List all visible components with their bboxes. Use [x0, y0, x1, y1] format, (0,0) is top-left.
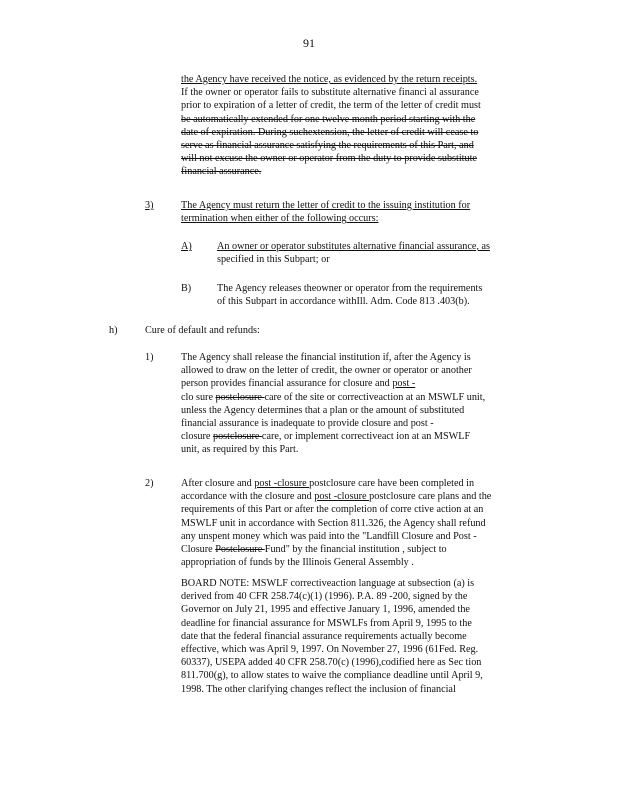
text-segment: care of the site or correctiveaction at an MSWLF unit,	[264, 391, 486, 403]
text-line: financial assurance is inadequate to provide closure and post -	[181, 418, 434, 430]
text-line: The Agency shall release the financial institution if, after the Agency is	[181, 352, 471, 363]
text-segment: care, or implement correctiveact ion at an MSWLF	[261, 431, 471, 443]
struck-text-line: serve as financial assurance satisfying the requirements of this Part, and	[181, 140, 474, 152]
text-line: derived from 40 CFR 258.74(c)(1) (1996). P.A. 89 -200, signed by the	[181, 591, 468, 603]
text-line: MSWLF unit in accordance with Section 811.326, the Agency shall refund	[181, 517, 486, 529]
text-line: unit, as required by this Part.	[181, 444, 299, 456]
text-line: If the owner or operator fails to substitute alternative financi al assurance	[181, 87, 479, 99]
struck-text-line: will not excuse the owner or operator from the duty to provide substitute	[181, 153, 477, 165]
text-line: BOARD NOTE: MSWLF correctiveaction language at subsection (a) is	[181, 578, 475, 589]
text-line: of this Subpart in accordance withIll. Adm. Code 813 .403(b).	[217, 296, 470, 308]
text-line	[181, 490, 539, 503]
section-letter: h)	[109, 325, 118, 336]
text-line: appropriation of funds by the Illinois General Assembly .	[181, 557, 414, 569]
text-line: 1998. The other clarifying changes reflect the inclusion of financial	[181, 683, 456, 695]
text-line: allowed to draw on the letter of credit, the owner or operator or another	[181, 365, 472, 377]
text-segment: postclosure care plans and the	[369, 491, 492, 503]
text-segment: clo sure	[181, 391, 216, 403]
text-line: effective, which was April 9, 1997. On November 27, 1996 (61Fed. Reg.	[181, 644, 479, 656]
text-line: prior to expiration of a letter of credit, the term of the letter of credit must	[181, 100, 481, 112]
text-segment: postclosure care have been completed in	[309, 478, 475, 489]
text-segment: person provides financial assurance for closure and	[181, 378, 393, 390]
text-line	[181, 477, 539, 490]
text-line: unless the Agency determines that a plan or the amount of substituted	[181, 404, 465, 416]
text-line: 811.700(g), to allow states to waive the compliance deadline until April 9,	[181, 670, 483, 682]
inserted-text: post -closure	[314, 491, 370, 503]
deleted-text: Postclosure	[215, 544, 265, 556]
deleted-text: postclosure	[212, 431, 262, 443]
text-line: the Agency have received the notice, as evidenced by the return receipts.	[181, 74, 478, 85]
continued-paragraph	[181, 73, 533, 179]
item-number: 1)	[145, 352, 154, 363]
item-number: 2)	[145, 478, 154, 489]
struck-text-line: date of expiration. During suchextension, the letter of credit will cease to	[181, 126, 479, 138]
text-line: any unspent money which was paid into the "Landfill Closure and Post -	[181, 530, 477, 542]
text-line: date that the federal financial assurance requirements actually become	[181, 630, 467, 642]
item-number: 3)	[145, 200, 154, 211]
inserted-text: post -	[392, 378, 416, 390]
text-line: Governor on July 21, 1995 and effective January 1, 1996, amended the	[181, 604, 470, 616]
item-1-text	[181, 351, 531, 457]
text-line: deadline for financial assurance for MSWLFs from April 9, 1995 to the	[181, 617, 472, 629]
board-note	[181, 577, 539, 696]
section-heading: Cure of default and refunds:	[145, 325, 260, 336]
text-line	[181, 543, 539, 556]
struck-text-line: be automatically extended for one twelve month period starting with the	[181, 113, 476, 125]
text-line: requirements of this Part or after the completion of corre ctive action at an	[181, 504, 484, 516]
text-segment: accordance with the closure and	[181, 491, 315, 503]
item-a-text	[217, 240, 541, 266]
text-line	[181, 391, 531, 404]
text-line: The Agency releases theowner or operator from the requirements	[217, 283, 483, 294]
item-3-text	[181, 199, 523, 225]
text-line	[181, 377, 531, 390]
text-line	[181, 430, 531, 443]
text-line: specified in this Subpart; or	[217, 254, 330, 266]
text-line: An owner or operator substitutes alternative financial assurance, as	[217, 241, 490, 252]
struck-text-line: financial assurance.	[181, 166, 262, 178]
text-segment: Fund" by the financial institution , subject to	[264, 544, 447, 556]
inserted-text: post -closure	[254, 478, 310, 489]
text-line: 60337), USEPA added 40 CFR 258.70(c) (1996),codified here as Sec tion	[181, 657, 482, 669]
item-2-text	[181, 477, 539, 569]
item-b-text	[217, 282, 517, 308]
item-letter: B)	[181, 283, 192, 294]
text-segment: After closure and	[181, 478, 255, 489]
deleted-text: postclosure	[215, 391, 265, 403]
text-segment: closure	[181, 431, 213, 443]
text-line: The Agency must return the letter of credit to the issuing institution for	[181, 200, 471, 211]
item-letter: A)	[181, 241, 192, 252]
text-line: termination when either of the following occurs:	[181, 213, 379, 225]
page-number: 91	[303, 36, 315, 50]
text-segment: Closure	[181, 544, 216, 556]
